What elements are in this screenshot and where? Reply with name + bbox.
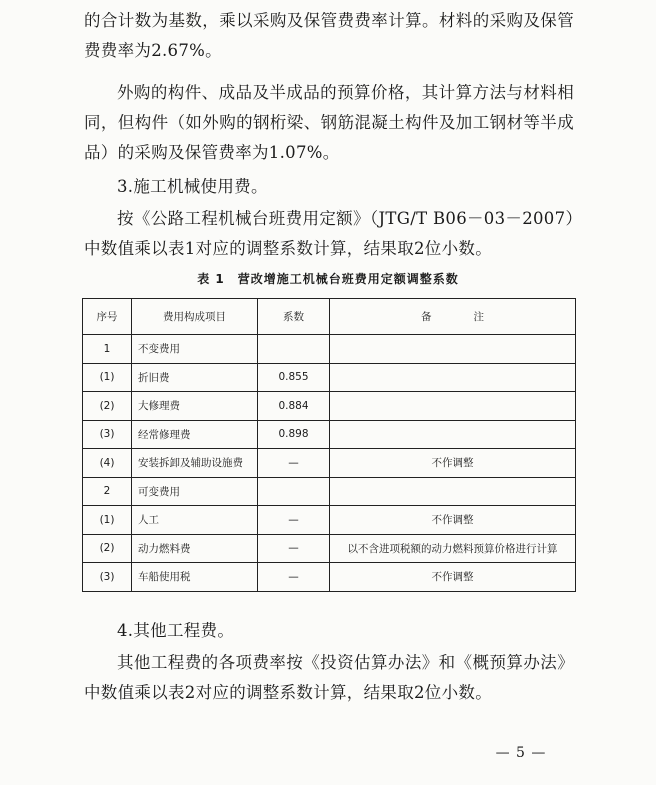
table-row <box>83 420 576 449</box>
cell-index: (4) <box>83 449 132 478</box>
cell-item: 动力燃料费 <box>132 534 258 563</box>
cell-remarks: 以不含进项税额的动力燃料预算价格进行计算 <box>330 534 576 563</box>
cell-remarks <box>330 392 576 421</box>
adjustment-coefficient-table <box>82 298 576 592</box>
cell-coefficient: — <box>258 563 330 592</box>
cell-coefficient <box>258 335 330 364</box>
cell-coefficient: — <box>258 534 330 563</box>
table-row <box>83 449 576 478</box>
table-row <box>83 477 576 506</box>
paragraph-machinery-method: 按《公路工程机械台班费用定额》（JTG/T B06－03－2007）中数值乘以表1对应的调整系数计算，结果取2位小数。 <box>84 209 574 258</box>
cell-coefficient: — <box>258 506 330 535</box>
paragraph-other-costs-method: 其他工程费的各项费率按《投资估算办法》和《概预算办法》中数值乘以表2对应的调整系数计算，结果取2位小数。 <box>84 653 574 702</box>
table-row <box>83 534 576 563</box>
cell-index: (2) <box>83 534 132 563</box>
cell-coefficient: 0.855 <box>258 363 330 392</box>
cell-remarks: 不作调整 <box>330 563 576 592</box>
table-row <box>83 392 576 421</box>
header-item: 费用构成项目 <box>132 299 258 335</box>
cell-coefficient: — <box>258 449 330 478</box>
paragraph-material-rate: 的合计数为基数，乘以采购及保管费费率计算。材料的采购及保管费费率为2.67%。 <box>84 11 574 60</box>
cell-coefficient: 0.884 <box>258 392 330 421</box>
cell-coefficient <box>258 477 330 506</box>
cell-item: 可变费用 <box>132 477 258 506</box>
cell-index: 1 <box>83 335 132 364</box>
table-header-row <box>83 299 576 335</box>
cell-item: 经常修理费 <box>132 420 258 449</box>
table-row <box>83 363 576 392</box>
cell-item: 不变费用 <box>132 335 258 364</box>
table-caption: 表 1 营改增施工机械台班费用定额调整系数 <box>197 272 459 286</box>
header-index: 序号 <box>83 299 132 335</box>
section-heading-machinery: 3.施工机械使用费。 <box>117 177 268 196</box>
cell-index: (1) <box>83 363 132 392</box>
cell-index: (3) <box>83 420 132 449</box>
cell-remarks <box>330 335 576 364</box>
section-heading-other-costs: 4.其他工程费。 <box>117 621 235 640</box>
cell-index: (3) <box>83 563 132 592</box>
cell-item: 车船使用税 <box>132 563 258 592</box>
cell-remarks <box>330 363 576 392</box>
cell-remarks: 不作调整 <box>330 506 576 535</box>
header-coefficient: 系数 <box>258 299 330 335</box>
cell-index: (1) <box>83 506 132 535</box>
cell-item: 大修理费 <box>132 392 258 421</box>
table-row <box>83 506 576 535</box>
page-number: — 5 — <box>495 745 547 761</box>
cell-index: (2) <box>83 392 132 421</box>
cell-coefficient: 0.898 <box>258 420 330 449</box>
cell-index: 2 <box>83 477 132 506</box>
cell-item: 人工 <box>132 506 258 535</box>
table-row <box>83 335 576 364</box>
cell-item: 折旧费 <box>132 363 258 392</box>
cell-remarks <box>330 420 576 449</box>
cell-item: 安装拆卸及辅助设施费 <box>132 449 258 478</box>
table-row <box>83 563 576 592</box>
cell-remarks <box>330 477 576 506</box>
paragraph-purchased-components: 外购的构件、成品及半成品的预算价格，其计算方法与材料相同，但构件（如外购的钢桁梁、钢筋混凝土构件及加工钢材等半成品）的采购及保管费率为1.07%。 <box>84 83 574 162</box>
cell-remarks: 不作调整 <box>330 449 576 478</box>
header-remarks: 备 注 <box>330 299 576 335</box>
